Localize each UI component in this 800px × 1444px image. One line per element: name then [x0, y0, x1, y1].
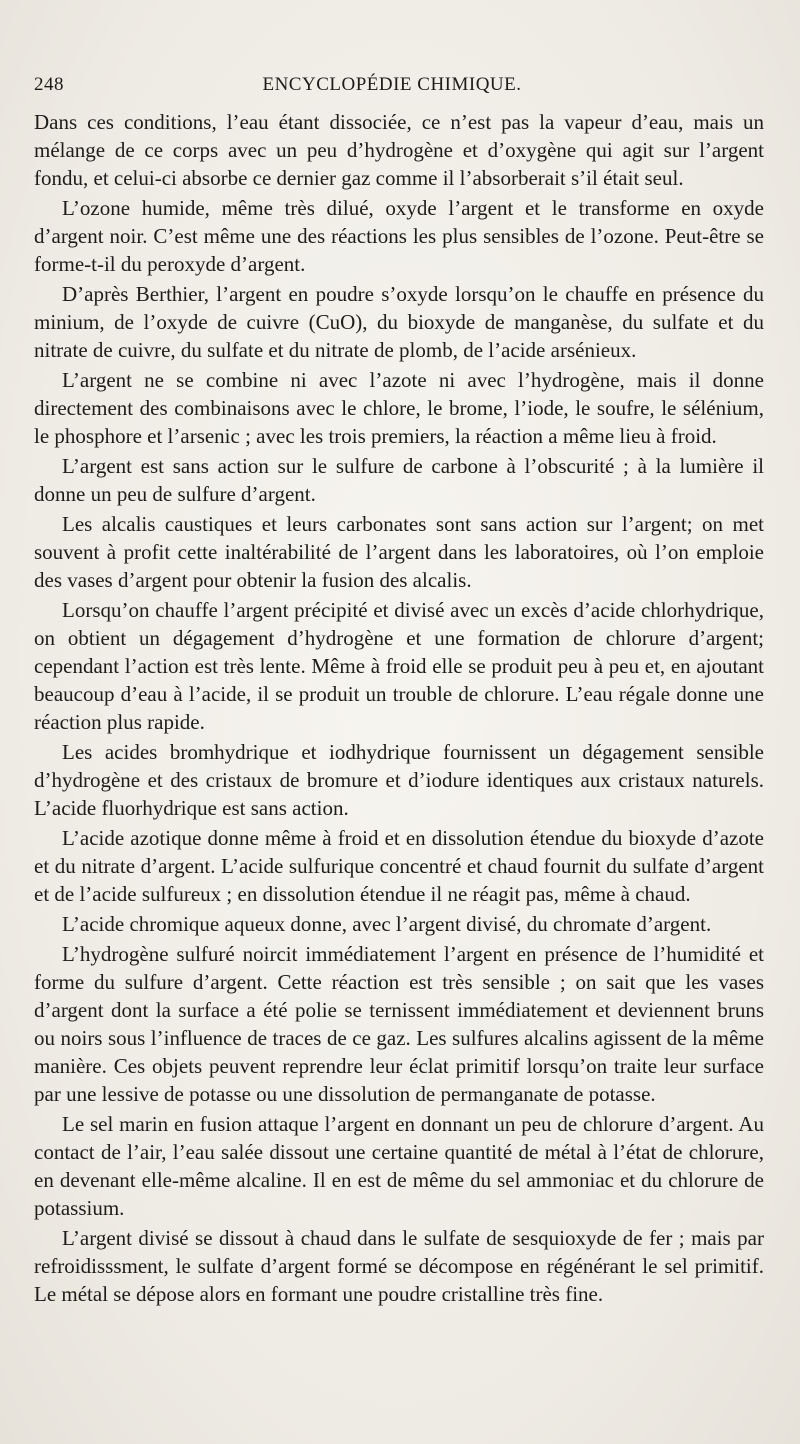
paragraph: Le sel marin en fusion attaque l’argent en donnant un peu de chlorure d’argent. Au contact de l’air, l’eau salée dissout une certaine quantité de métal à l’état de chlorure, en devenant elle-même alcaline. Il en est de même du sel ammoniac et du chlorure de potassium. [34, 1112, 764, 1220]
paragraph: Dans ces conditions, l’eau étant dissociée, ce n’est pas la vapeur d’eau, mais un mélange de ce corps avec un peu d’hydrogène et d’oxygène qui agit sur l’argent fondu, et celui-ci absorbe ce dernier gaz comme il l’absorberait s’il était seul. [34, 110, 764, 190]
paragraph: L’acide chromique aqueux donne, avec l’argent divisé, du chromate d’argent. [62, 912, 712, 936]
paragraph: Les alcalis caustiques et leurs carbonates sont sans action sur l’argent; on met souvent à profit cette inaltérabilité de l’argent dans les laboratoires, où l’on emploie des vases d’argent pour obtenir la fusion des alcalis. [34, 512, 764, 592]
paragraph: D’après Berthier, l’argent en poudre s’oxyde lorsqu’on le chauffe en présence du minium, de l’oxyde de cuivre (CuO), du bioxyde de manganèse, du sulfate et du nitrate de cuivre, du sulfate et du nitrate de plomb, de l’acide arsénieux. [34, 282, 764, 362]
paragraph: L’argent ne se combine ni avec l’azote ni avec l’hydrogène, mais il donne directement des combinaisons avec le chlore, le brome, l’iode, le soufre, le sélénium, le phosphore et l’arsenic ; avec les trois premiers, la réaction a même lieu à froid. [34, 368, 764, 448]
page-number: 248 [34, 74, 64, 95]
page-header [34, 74, 770, 96]
paragraph: Lorsqu’on chauffe l’argent précipité et divisé avec un excès d’acide chlorhydrique, on obtient un dégagement d’hydrogène et une formation de chlorure d’argent; cependant l’action est très lente. Même à froid elle se produit peu à peu et, en ajoutant beaucoup d’eau à l’acide, il se produit un trouble de chlorure. L’eau régale donne une réaction plus rapide. [34, 598, 764, 734]
paragraph: Les acides bromhydrique et iodhydrique fournissent un dégagement sensible d’hydrogène et des cristaux de bromure et d’iodure identiques aux cristaux naturels. L’acide fluorhydrique est sans action. [34, 740, 764, 820]
paragraph: L’hydrogène sulfuré noircit immédiatement l’argent en présence de l’humidité et forme du sulfure d’argent. Cette réaction est très sensible ; on sait que les vases d’argent dont la surface a été polie se ternissent immédiatement et deviennent bruns ou noirs sous l’influence de traces de ce gaz. Les sulfures alcalins agissent de la même manière. Ces objets peuvent reprendre leur éclat primitif lorsqu’on traite leur surface par une lessive de potasse ou une dissolution de permanganate de potasse. [34, 942, 764, 1106]
running-title: ENCYCLOPÉDIE CHIMIQUE. [262, 74, 522, 95]
paragraph: L’argent est sans action sur le sulfure de carbone à l’obscurité ; à la lumière il donne un peu de sulfure d’argent. [34, 454, 764, 506]
paragraph: L’argent divisé se dissout à chaud dans le sulfate de sesquioxyde de fer ; mais par refroidisssment, le sulfate d’argent formé se décompose en régénérant le sel primitif. Le métal se dépose alors en formant une poudre cristalline très fine. [34, 1226, 764, 1306]
paragraph: L’ozone humide, même très dilué, oxyde l’argent et le transforme en oxyde d’argent noir. C’est même une des réactions les plus sensibles de l’ozone. Peut-être se forme-t-il du peroxyde d’argent. [34, 196, 764, 276]
paragraph: L’acide azotique donne même à froid et en dissolution étendue du bioxyde d’azote et du nitrate d’argent. L’acide sulfurique concentré et chaud fournit du sulfate d’argent et de l’acide sulfureux ; en dissolution étendue il ne réagit pas, même à chaud. [34, 826, 764, 906]
body-text [34, 108, 764, 1308]
